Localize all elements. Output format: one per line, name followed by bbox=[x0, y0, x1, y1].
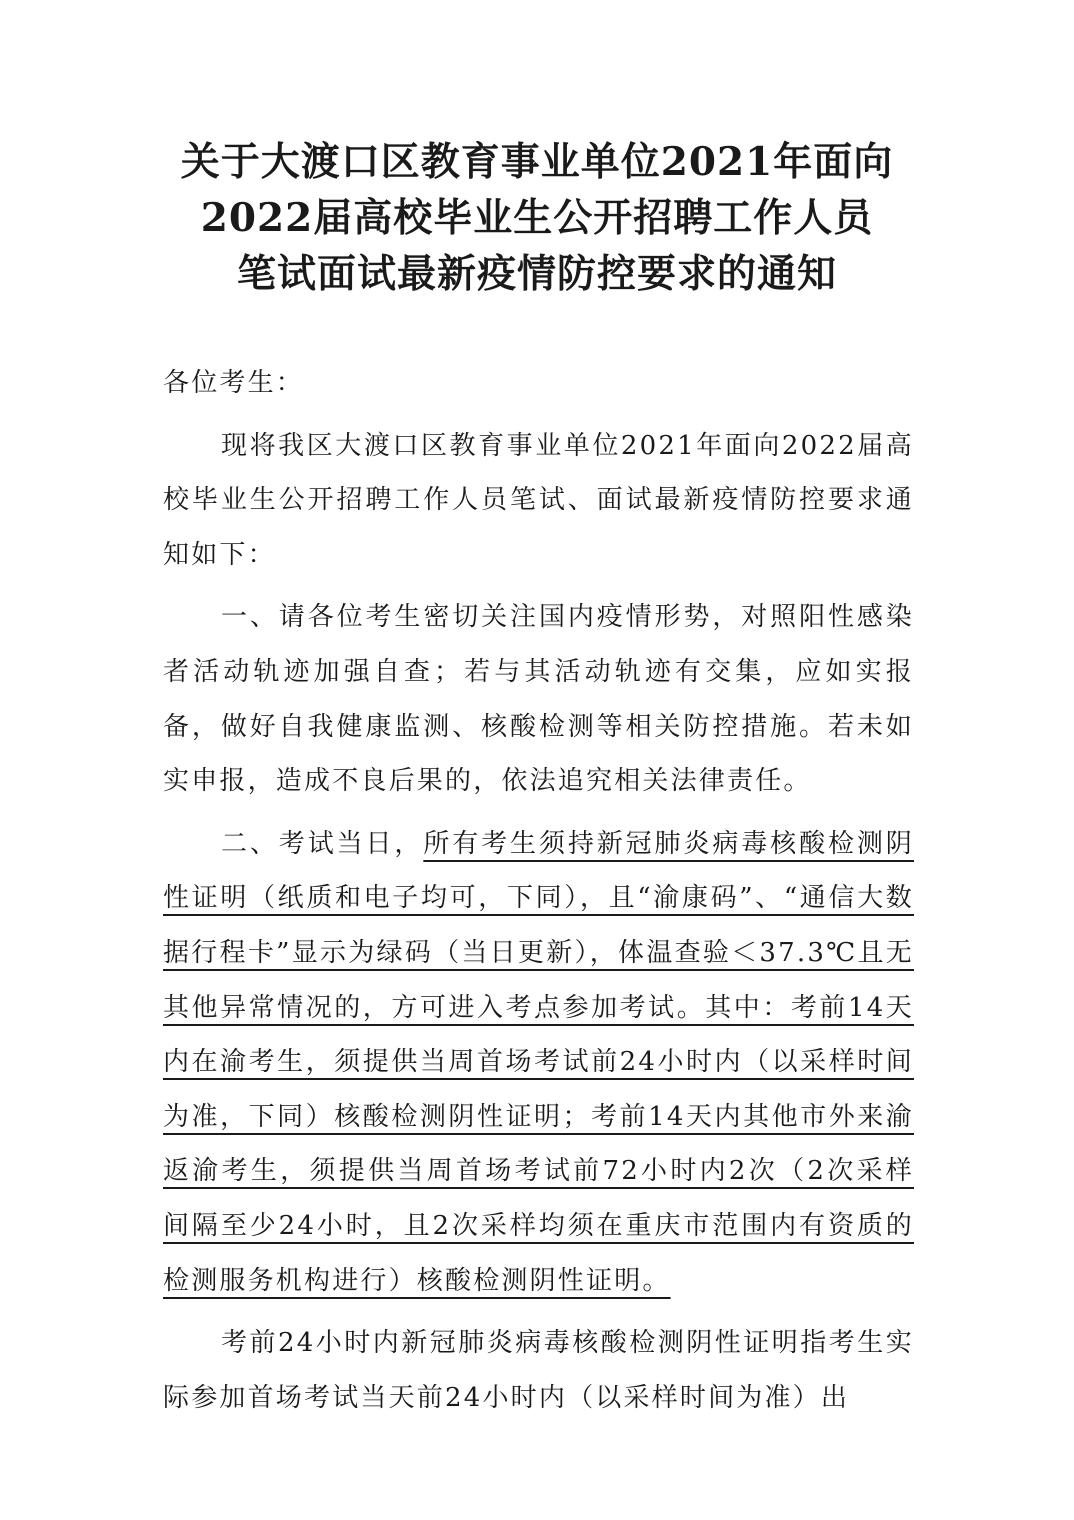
item-two-paragraph bbox=[163, 817, 914, 1308]
salutation: 各位考生： bbox=[163, 368, 305, 398]
item-two-lead: 二、考试当日， bbox=[221, 828, 424, 859]
item-two-underlined-text: 所有考生须持新冠肺炎病毒核酸检测阴性证明（纸质和电子均可，下同），且“渝康码”、“通信大数据行程卡”显示为绿码（当日更新），体温查验＜37.3℃且无其他异常情况的，方可进入考点参加考试。其中：考前14天内在渝考生，须提供当周首场考试前24小时内（以采样时间为准，下同）核酸检测阴性证明；考前14天内其他市外来渝返渝考生，须提供当周首场考试前72小时内2次（2次采样间隔至少24小时，且2次采样均须在重庆市范围内有资质的检测服务机构进行）核酸检测阴性证明。 bbox=[163, 828, 914, 1296]
title-line-3: 笔试面试最新疫情防控要求的通知 bbox=[236, 251, 837, 297]
title-line-1: 关于大渡口区教育事业单位2021年面向 bbox=[180, 139, 894, 185]
title-line-2: 2022届高校毕业生公开招聘工作人员 bbox=[200, 195, 874, 241]
intro-paragraph: 现将我区大渡口区教育事业单位2021年面向2022届高校毕业生公开招聘工作人员笔试、面试最新疫情防控要求通知如下： bbox=[163, 430, 914, 570]
notice-title bbox=[150, 134, 924, 302]
notice-body bbox=[163, 356, 914, 1425]
item-one-paragraph: 一、请各位考生密切关注国内疫情形势，对照阳性感染者活动轨迹加强自查；若与其活动轨迹有交集，应如实报备，做好自我健康监测、核酸检测等相关防控措施。若未如实申报，造成不良后果的，依法追究相关法律责任。 bbox=[163, 602, 914, 797]
item-three-paragraph: 考前24小时内新冠肺炎病毒核酸检测阴性证明指考生实际参加首场考试当天前24小时内（以采样时间为准）出 bbox=[163, 1328, 914, 1413]
